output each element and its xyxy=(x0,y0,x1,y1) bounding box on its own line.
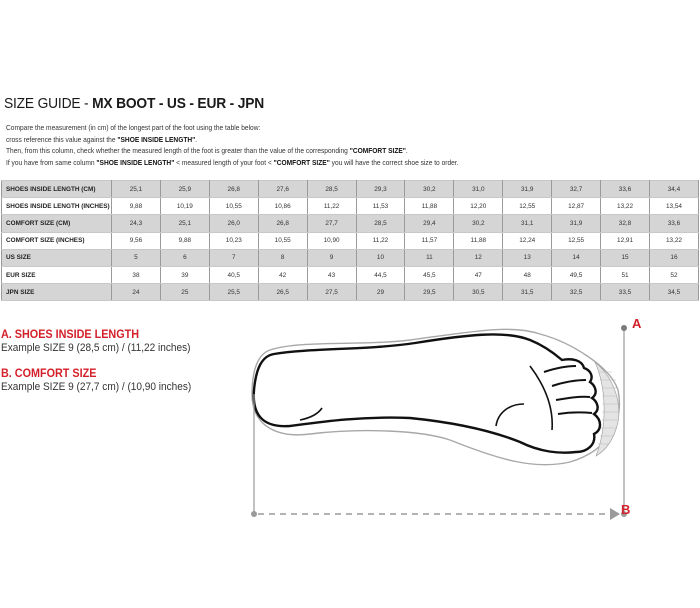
table-cell: 26,5 xyxy=(258,284,307,301)
table-cell: 6 xyxy=(160,249,209,266)
table-cell: 26,8 xyxy=(209,181,258,198)
title-bold: MX BOOT - US - EUR - JPN xyxy=(92,95,265,112)
table-cell: 14 xyxy=(552,249,601,266)
table-cell: 28,5 xyxy=(356,215,405,232)
table-cell: 31,9 xyxy=(503,181,552,198)
table-cell: 34,4 xyxy=(649,181,698,198)
table-cell: 13,22 xyxy=(649,232,698,249)
table-cell: 34,5 xyxy=(649,284,698,301)
table-cell: 45,5 xyxy=(405,266,454,283)
table-cell: 10 xyxy=(356,249,405,266)
table-cell: 30,5 xyxy=(454,284,503,301)
table-cell: 5 xyxy=(112,249,161,266)
row-label: COMFORT SIZE (INCHES) xyxy=(2,232,112,249)
table-cell: 8 xyxy=(258,249,307,266)
table-row xyxy=(2,181,699,198)
table-cell: 10,23 xyxy=(209,232,258,249)
legend-b-heading: B. COMFORT SIZE xyxy=(1,366,97,380)
table-cell: 11 xyxy=(405,249,454,266)
table-cell: 10,86 xyxy=(258,198,307,215)
marker-b: B xyxy=(621,502,631,517)
table-cell: 38 xyxy=(112,266,161,283)
table-cell: 12,20 xyxy=(454,198,503,215)
table-cell: 16 xyxy=(649,249,698,266)
table-cell: 33,6 xyxy=(649,215,698,232)
table-cell: 9,56 xyxy=(112,232,161,249)
row-label: SHOES INSIDE LENGTH (INCHES) xyxy=(2,198,112,215)
table-cell: 10,55 xyxy=(209,198,258,215)
table-cell: 12,55 xyxy=(503,198,552,215)
table-cell: 9,88 xyxy=(160,232,209,249)
row-label: EUR SIZE xyxy=(2,266,112,283)
b-left-dot xyxy=(251,511,257,517)
legend xyxy=(1,328,212,406)
table-cell: 25,1 xyxy=(160,215,209,232)
table-cell: 10,55 xyxy=(258,232,307,249)
table-cell: 48 xyxy=(503,266,552,283)
table-cell: 29,3 xyxy=(356,181,405,198)
table-cell: 25,1 xyxy=(112,181,161,198)
instructions xyxy=(6,122,458,168)
table-cell: 25,5 xyxy=(209,284,258,301)
table-cell: 43 xyxy=(307,266,356,283)
table-cell: 25,9 xyxy=(160,181,209,198)
table-cell: 11,57 xyxy=(405,232,454,249)
table-cell: 29,5 xyxy=(405,284,454,301)
table-cell: 26,8 xyxy=(258,215,307,232)
size-table xyxy=(1,180,699,301)
table-cell: 39 xyxy=(160,266,209,283)
page-title xyxy=(4,95,264,112)
table-cell: 12,24 xyxy=(503,232,552,249)
table-cell: 52 xyxy=(649,266,698,283)
table-cell: 11,53 xyxy=(356,198,405,215)
table-cell: 11,22 xyxy=(356,232,405,249)
arrow-head-icon xyxy=(610,508,620,520)
table-row xyxy=(2,284,699,301)
table-cell: 30,2 xyxy=(454,215,503,232)
marker-a: A xyxy=(632,316,642,331)
table-cell: 13,54 xyxy=(649,198,698,215)
table-cell: 24,3 xyxy=(112,215,161,232)
table-cell: 12,91 xyxy=(601,232,650,249)
table-cell: 31,0 xyxy=(454,181,503,198)
table-cell: 29,4 xyxy=(405,215,454,232)
table-cell: 42 xyxy=(258,266,307,283)
table-cell: 10,90 xyxy=(307,232,356,249)
a-dot xyxy=(621,325,627,331)
table-cell: 26,0 xyxy=(209,215,258,232)
instruction-line-4: If you have from same column "SHOE INSIDE LENGTH" < measured length of your foot < "COMFORT SIZE" you will have the correct shoe size to order. xyxy=(6,157,459,167)
table-cell: 28,5 xyxy=(307,181,356,198)
table-cell: 49,5 xyxy=(552,266,601,283)
table-cell: 30,2 xyxy=(405,181,454,198)
title-prefix: SIZE GUIDE - xyxy=(4,95,93,112)
table-cell: 11,88 xyxy=(405,198,454,215)
table-cell: 32,7 xyxy=(552,181,601,198)
table-cell: 31,5 xyxy=(503,284,552,301)
table-cell: 13,22 xyxy=(601,198,650,215)
row-label: COMFORT SIZE (CM) xyxy=(2,215,112,232)
table-cell: 31,1 xyxy=(503,215,552,232)
foot-diagram xyxy=(240,310,640,530)
table-cell: 12,87 xyxy=(552,198,601,215)
table-cell: 15 xyxy=(601,249,650,266)
table-cell: 51 xyxy=(601,266,650,283)
table-cell: 12,55 xyxy=(552,232,601,249)
table-cell: 9,88 xyxy=(112,198,161,215)
row-label: SHOES INSIDE LENGTH (CM) xyxy=(2,181,112,198)
table-cell: 12 xyxy=(454,249,503,266)
table-cell: 25 xyxy=(160,284,209,301)
table-cell: 44,5 xyxy=(356,266,405,283)
table-cell: 47 xyxy=(454,266,503,283)
table-cell: 10,19 xyxy=(160,198,209,215)
row-label: US SIZE xyxy=(2,249,112,266)
row-label: JPN SIZE xyxy=(2,284,112,301)
table-cell: 11,22 xyxy=(307,198,356,215)
table-row xyxy=(2,249,699,266)
table-cell: 7 xyxy=(209,249,258,266)
table-row xyxy=(2,266,699,283)
table-cell: 40,5 xyxy=(209,266,258,283)
table-cell: 33,6 xyxy=(601,181,650,198)
legend-b-text: Example SIZE 9 (27,7 cm) / (10,90 inches) xyxy=(1,381,192,393)
table-cell: 9 xyxy=(307,249,356,266)
instruction-line-3: Then, from this column, check whether the measured length of the foot is greater than the value of the corresponding "COMFORT SIZE". xyxy=(6,146,408,156)
table-cell: 29 xyxy=(356,284,405,301)
table-cell: 33,5 xyxy=(601,284,650,301)
table-cell: 32,5 xyxy=(552,284,601,301)
legend-a-text: Example SIZE 9 (28,5 cm) / (11,22 inches) xyxy=(1,342,191,354)
table-cell: 27,6 xyxy=(258,181,307,198)
table-row xyxy=(2,198,699,215)
table-cell: 27,5 xyxy=(307,284,356,301)
table-cell: 11,88 xyxy=(454,232,503,249)
table-cell: 27,7 xyxy=(307,215,356,232)
table-cell: 13 xyxy=(503,249,552,266)
instruction-line-2: cross reference this value against the "SHOE INSIDE LENGTH". xyxy=(6,134,198,144)
table-cell: 32,8 xyxy=(601,215,650,232)
legend-a-heading: A. SHOES INSIDE LENGTH xyxy=(1,327,140,341)
instruction-line-1: Compare the measurement (in cm) of the longest part of the foot using the table below: xyxy=(6,123,261,132)
table-cell: 24 xyxy=(112,284,161,301)
table-row xyxy=(2,232,699,249)
table-row xyxy=(2,215,699,232)
table-cell: 31,9 xyxy=(552,215,601,232)
